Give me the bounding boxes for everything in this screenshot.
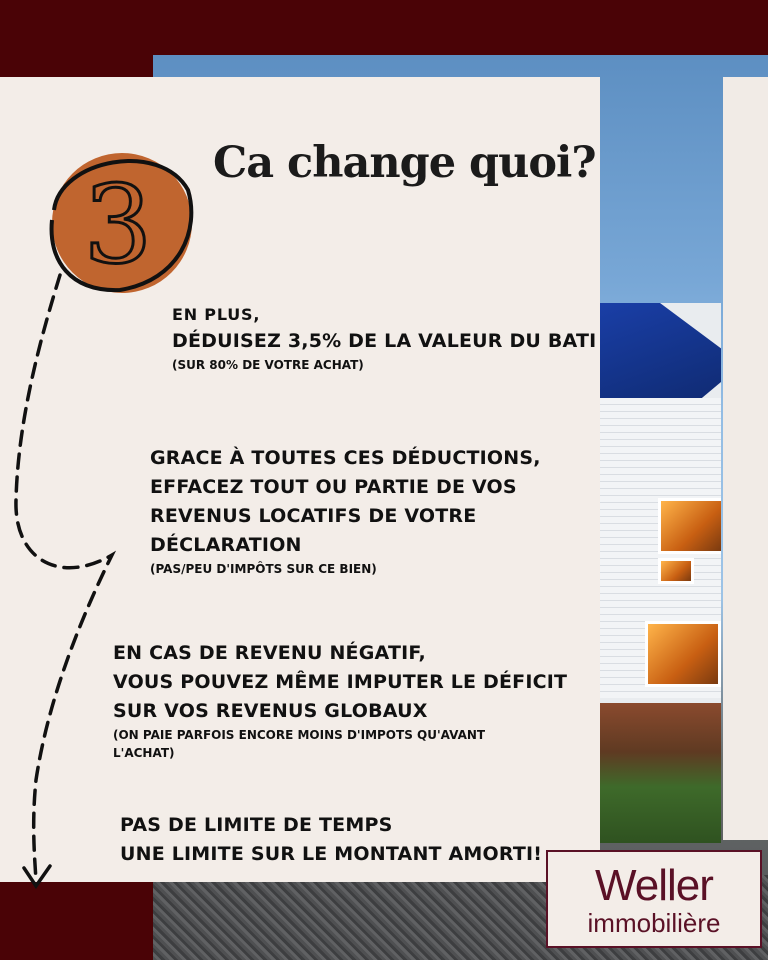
block-line: DÉCLARATION: [150, 534, 302, 556]
logo-name: Weller: [595, 861, 713, 910]
block-line: VOUS POUVEZ MÊME IMPUTER LE DÉFICIT: [113, 671, 568, 693]
block-lead: EN PLUS,: [172, 305, 261, 324]
house-window: [658, 558, 694, 584]
block-line: PAS DE LIMITE DE TEMPS: [120, 814, 393, 836]
block-line: EN CAS DE REVENU NÉGATIF,: [113, 642, 426, 664]
block-line: GRACE À TOUTES CES DÉDUCTIONS,: [150, 447, 541, 469]
block-note: L'ACHAT): [113, 746, 175, 760]
block-note: (SUR 80% DE VOTRE ACHAT): [172, 358, 364, 372]
block-line: UNE LIMITE SUR LE MONTANT AMORTI!: [120, 843, 543, 865]
right-frame-strip: [723, 77, 768, 840]
block-note: (ON PAIE PARFOIS ENCORE MOINS D'IMPOTS QU'AVANT: [113, 728, 486, 742]
house-window: [645, 621, 721, 687]
logo-subtitle: immobilière: [587, 908, 721, 938]
text-block-4: [120, 811, 542, 869]
house-window: [658, 498, 721, 554]
text-block-3: [113, 639, 567, 762]
block-line: EFFACEZ TOUT OU PARTIE DE VOS: [150, 476, 517, 498]
block-note: (PAS/PEU D'IMPÔTS SUR CE BIEN): [150, 562, 377, 576]
block-line: SUR VOS REVENUS GLOBAUX: [113, 700, 428, 722]
text-block-1: [172, 303, 596, 374]
block-line: REVENUS LOCATIFS DE VOTRE: [150, 505, 477, 527]
weller-logo: [546, 850, 762, 948]
garden-grass: [600, 703, 721, 843]
number-badge: [40, 140, 200, 300]
house-facade: [600, 303, 721, 843]
block-line: DÉDUISEZ 3,5% DE LA VALEUR DU BATI: [172, 330, 597, 352]
text-block-2: [150, 444, 541, 578]
badge-number: 3: [83, 163, 153, 288]
page-title: Ca change quoi?: [213, 138, 596, 188]
